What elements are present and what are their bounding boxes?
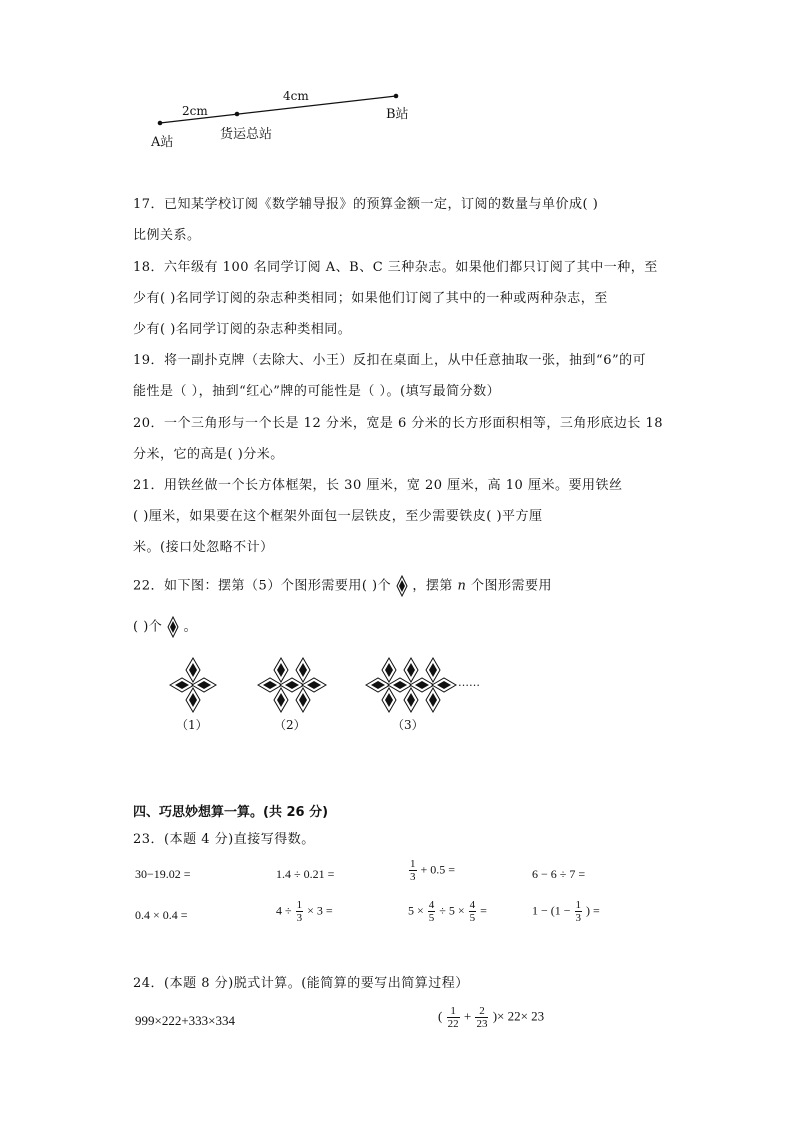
diamond-shape — [382, 688, 396, 712]
q20-line2: 分米，它的高是( )分米。 — [133, 447, 284, 462]
diamond-shape — [192, 678, 216, 692]
diamond-shape — [280, 678, 304, 692]
q20-line1: 20．一个三角形与一个长是 12 分米，宽是 6 分米的长方形面积相等，三角形底边长 18 — [133, 416, 664, 431]
q17-line2: 比例关系。 — [133, 228, 201, 243]
q22-end: 。 — [183, 619, 198, 635]
q22-text-c: 个图形需要用 — [471, 578, 553, 594]
calc-r2c3: 5 × $\frac{4}{5}$ ÷ 5 × $\frac{4}{5}$ = — [408, 899, 487, 924]
calc-r2c4: 1 − (1 − $\frac{1}{3}$ ) = — [532, 899, 600, 924]
q22-line2 — [133, 616, 197, 638]
diamond-shape — [366, 678, 390, 692]
diamond-shape — [388, 678, 412, 692]
q22-line1 — [133, 575, 552, 597]
section-heading: 四、巧思妙想算一算。(共 26 分) — [133, 805, 329, 820]
calc-r1c4: 6 − 6 ÷ 7 = — [532, 867, 586, 881]
station-a-dot — [158, 121, 163, 126]
figure-caption-1: （1） — [176, 718, 208, 732]
q22-variable-n: n — [457, 578, 467, 594]
diamond-shape — [296, 688, 310, 712]
q17-line1: 17．已知某学校订阅《数学辅导报》的预算金额一定，订阅的数量与单价成( ) — [133, 197, 599, 212]
calc-r1c3: $\frac{1}{3}$ + 0.5 = — [410, 858, 456, 883]
diamond-shape — [432, 678, 456, 692]
q22-text-b: ，摆第 — [412, 578, 453, 594]
q18-line2: 少有( )名同学订阅的杂志种类相同；如果他们订阅了其中的一种或两种杂志，至 — [133, 291, 608, 306]
fraction: $\frac{4}{5}$ — [428, 899, 435, 924]
fraction: $\frac{1}{3}$ — [296, 899, 303, 924]
fraction: $\frac{4}{5}$ — [469, 899, 476, 924]
diamond-shape — [274, 658, 288, 682]
fraction: $\frac{2}{23}$ — [476, 1005, 488, 1030]
station-a-label: A站 — [151, 135, 174, 150]
q18-line3: 少有( )名同学订阅的杂志种类相同。 — [133, 322, 352, 337]
figure-ellipsis: …… — [458, 676, 480, 689]
q23-title: 23．(本题 4 分)直接写得数。 — [133, 832, 315, 847]
diamond-shape — [426, 688, 440, 712]
q21-line3: 米。(接口处忽略不计） — [133, 540, 274, 555]
station-b-label: B站 — [386, 107, 409, 122]
diamond-shape — [170, 678, 194, 692]
q22-text-a: 22．如下图：摆第（5）个图形需要用( )个 — [133, 578, 392, 594]
fraction: $\frac{1}{3}$ — [575, 899, 582, 924]
diamond-icon — [396, 575, 408, 597]
diamond-shape — [186, 688, 200, 712]
label-4cm: 4cm — [283, 89, 309, 103]
expression-1: 999×222+333×334 — [135, 1013, 235, 1028]
diamond-shape — [274, 688, 288, 712]
q21-line1: 21．用铁丝做一个长方体框架，长 30 厘米，宽 20 厘米，高 10 厘米。要用铁丝 — [133, 478, 623, 493]
hub-dot — [235, 112, 240, 117]
calc-r1c2: 1.4 ÷ 0.21 = — [276, 867, 335, 881]
q18-line1: 18．六年级有 100 名同学订阅 A、B、C 三种杂志。如果他们都只订阅了其中一种，至 — [133, 260, 658, 275]
q21-line2: ( )厘米，如果要在这个框架外面包一层铁皮，至少需要铁皮( )平方厘 — [133, 509, 543, 524]
q19-line1: 19．将一副扑克牌（去除大、小王）反扣在桌面上，从中任意抽取一张，抽到“6”的可 — [133, 353, 647, 368]
diamond-shape — [404, 658, 418, 682]
diamond-shape — [258, 678, 282, 692]
q19-line2: 能性是（ ），抽到“红心”牌的可能性是（ ）。(填写最简分数） — [133, 384, 501, 399]
diamond-shape — [404, 688, 418, 712]
diamond-shape — [302, 678, 326, 692]
expression-2: ( $\frac{1}{22}$ + $\frac{2}{23}$ )× 22× 23 — [438, 1005, 545, 1030]
diamond-shape — [382, 658, 396, 682]
diamond-shape — [426, 658, 440, 682]
label-2cm: 2cm — [182, 104, 208, 118]
diamond-shape — [410, 678, 434, 692]
calc-r1c1: 30−19.02 = — [135, 867, 191, 881]
diamond-pattern-figures — [160, 650, 490, 720]
diamond-icon — [167, 616, 179, 638]
diamond-shape — [186, 658, 200, 682]
diamond-shape — [296, 658, 310, 682]
station-b-dot — [394, 94, 399, 99]
q24-title: 24．(本题 8 分)脱式计算。(能简算的要写出简算过程） — [133, 976, 469, 991]
figure-caption-3: （3） — [392, 718, 424, 732]
fraction: $\frac{1}{22}$ — [447, 1005, 459, 1030]
hub-label: 货运总站 — [220, 127, 273, 142]
calc-r2c2: 4 ÷ $\frac{1}{3}$ × 3 = — [276, 899, 333, 924]
figure-caption-2: （2） — [274, 718, 306, 732]
calc-r2c1: 0.4 × 0.4 = — [135, 908, 188, 922]
q22-blank: ( )个 — [133, 619, 163, 635]
fraction: $\frac{1}{3}$ — [410, 858, 416, 883]
